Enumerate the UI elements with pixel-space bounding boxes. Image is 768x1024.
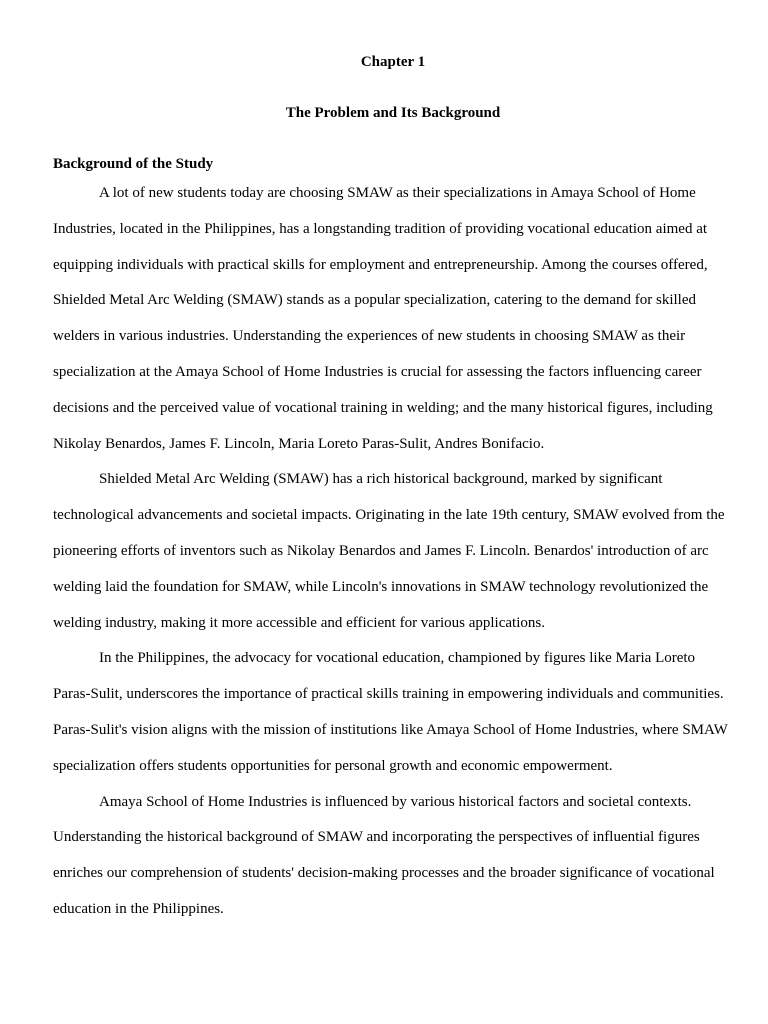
paragraph: A lot of new students today are choosing SMAW as their specializations in Amaya School of Home Industries, located in the Philippines, has a longstanding tradition of providing vocational education aimed at equipping individuals with practical skills for employment and entrepreneurship. Among the courses offered, Shielded Metal Arc Welding (SMAW) stands as a popular specialization, catering to the demand for skilled welders in various industries. Understanding the experiences of new students in choosing SMAW as their specialization at the Amaya School of Home Industries is crucial for assessing the factors influencing career decisions and the perceived value of vocational training in welding; and the many historical figures, including Nikolay Benardos, James F. Lincoln, Maria Loreto Paras-Sulit, Andres Bonifacio.	[53, 185, 713, 452]
section-heading: Background of the Study	[53, 156, 214, 172]
chapter-title: The Problem and Its Background	[285, 105, 501, 121]
body-text	[53, 176, 733, 928]
paragraph: Amaya School of Home Industries is influenced by various historical factors and societal contexts. Understanding the historical background of SMAW and incorporating the perspectives of influential figures enriches our comprehension of students' decision-making processes and the broader significance of vocational education in the Philippines.	[53, 793, 715, 917]
chapter-label: Chapter 1	[360, 54, 426, 70]
paragraph: Shielded Metal Arc Welding (SMAW) has a rich historical background, marked by significant technological advancements and societal impacts. Originating in the late 19th century, SMAW evolved from the pioneering efforts of inventors such as Nikolay Benardos and James F. Lincoln. Benardos' introduction of arc welding laid the foundation for SMAW, while Lincoln's innovations in SMAW technology revolutionized the welding industry, making it more accessible and efficient for various applications.	[53, 471, 725, 631]
paragraph: In the Philippines, the advocacy for vocational education, championed by figures like Maria Loreto Paras-Sulit, underscores the importance of practical skills training in empowering individuals and communities. Paras-Sulit's vision aligns with the mission of institutions like Amaya School of Home Industries, where SMAW specialization offers students opportunities for personal growth and economic empowerment.	[53, 650, 728, 774]
